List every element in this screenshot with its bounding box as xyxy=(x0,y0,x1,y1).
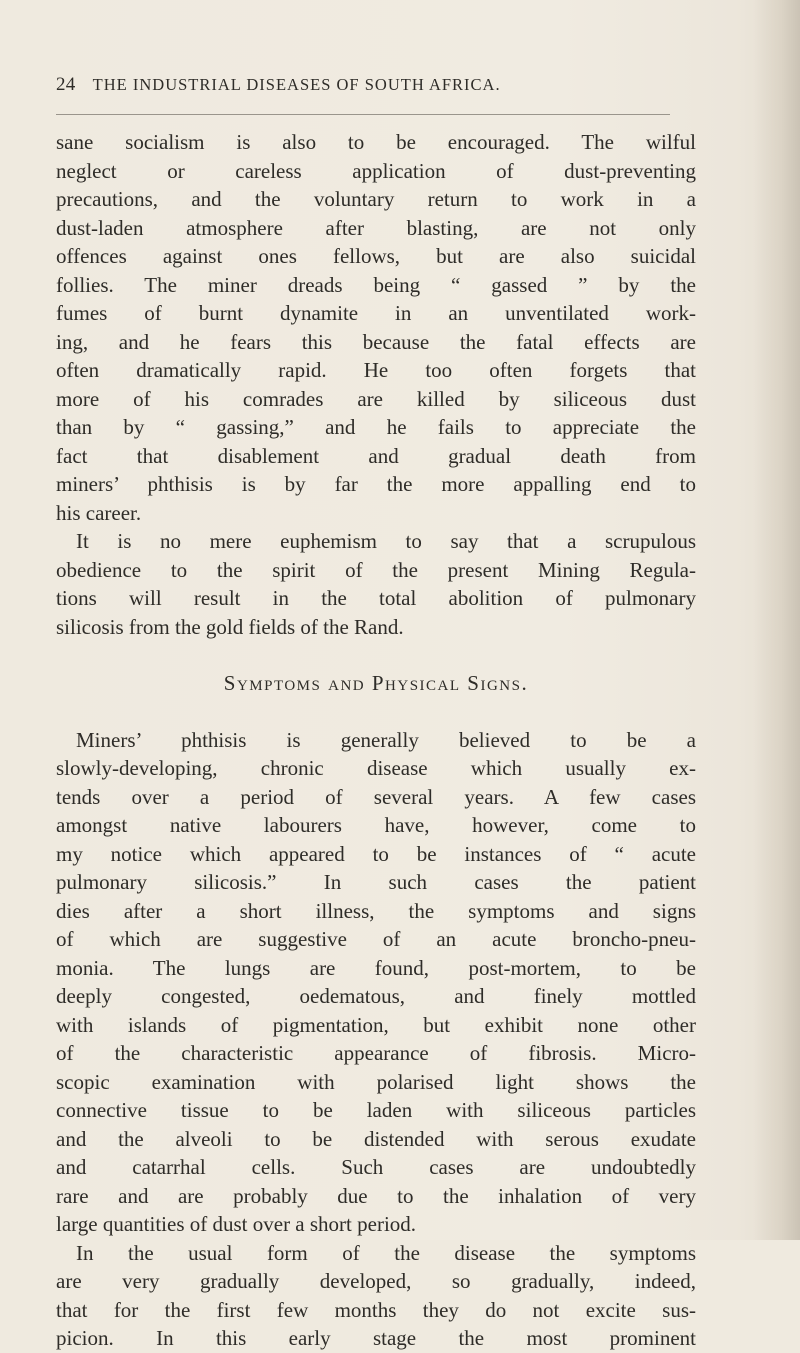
text-line: obedience to the spirit of the present Mining Regula- xyxy=(56,557,696,582)
text-line: that for the first few months they do not excite sus- xyxy=(56,1297,696,1322)
text-line: tions will result in the total abolition of pulmonary xyxy=(56,586,696,610)
text-line: large quantities of dust over a short period. xyxy=(56,1212,417,1236)
text-line: his career. xyxy=(56,500,142,525)
text-line: fumes of burnt dynamite in an unventilated work- xyxy=(56,301,696,325)
paragraph xyxy=(56,128,696,527)
text-line: than by “ gassing,” and he fails to appreciate the xyxy=(56,415,696,439)
running-title: THE INDUSTRIAL DISEASES OF SOUTH AFRICA. xyxy=(92,75,501,94)
text-line: amongst native labourers have, however, come to xyxy=(56,813,696,837)
text-line: slowly-developing, chronic disease which usually ex- xyxy=(56,756,696,780)
text-line: silicosis from the gold fields of the Rand. xyxy=(56,614,404,639)
body-text xyxy=(56,128,696,1353)
paragraph xyxy=(56,1239,696,1353)
running-header xyxy=(56,74,716,96)
text-line: offences against ones fellows, but are also suicidal xyxy=(56,244,696,268)
text-line: scopic examination with polarised light shows the xyxy=(56,1069,696,1094)
text-line: dust-laden atmosphere after blasting, are not only xyxy=(56,215,696,240)
text-line: It is no mere euphemism to say that a scrupulous xyxy=(76,529,696,553)
text-line: dies after a short illness, the symptoms and signs xyxy=(56,898,696,923)
text-line: tends over a period of several years. A few cases xyxy=(56,784,696,809)
text-line: and catarrhal cells. Such cases are undoubtedly xyxy=(56,1155,696,1179)
text-line: monia. The lungs are found, post-mortem, to be xyxy=(56,955,696,980)
paragraph xyxy=(56,726,696,1239)
text-line: miners’ phthisis is by far the more appalling end to xyxy=(56,472,696,496)
text-line: In the usual form of the disease the symptoms xyxy=(76,1240,696,1265)
paragraph xyxy=(56,527,696,641)
text-line: neglect or careless application of dust-preventing xyxy=(56,158,696,183)
text-line: of which are suggestive of an acute broncho-pneu- xyxy=(56,927,696,951)
text-line: rare and are probably due to the inhalation of very xyxy=(56,1183,696,1208)
text-line: precautions, and the voluntary return to work in a xyxy=(56,187,696,211)
text-line: ing, and he fears this because the fatal effects are xyxy=(56,329,696,354)
text-line: and the alveoli to be distended with serous exudate xyxy=(56,1126,696,1151)
text-line: fact that disablement and gradual death from xyxy=(56,443,696,468)
text-line: picion. In this early stage the most prominent xyxy=(56,1326,696,1350)
text-line: follies. The miner dreads being “ gassed ” by the xyxy=(56,272,696,297)
text-line: of the characteristic appearance of fibrosis. Micro- xyxy=(56,1041,696,1065)
text-line: with islands of pigmentation, but exhibit none other xyxy=(56,1012,696,1037)
header-rule xyxy=(56,114,670,115)
text-line: often dramatically rapid. He too often forgets that xyxy=(56,358,696,382)
text-line: Miners’ phthisis is generally believed to be a xyxy=(76,727,696,752)
page-number: 24 xyxy=(56,74,76,95)
text-line: pulmonary silicosis.” In such cases the patient xyxy=(56,870,696,894)
section-heading: Symptoms and Physical Signs. xyxy=(223,671,529,695)
text-line: connective tissue to be laden with siliceous particles xyxy=(56,1098,696,1122)
text-line: more of his comrades are killed by siliceous dust xyxy=(56,386,696,411)
text-line: deeply congested, oedematous, and finely mottled xyxy=(56,984,696,1008)
text-line: sane socialism is also to be encouraged. The wilful xyxy=(56,130,696,154)
text-line: are very gradually developed, so gradually, indeed, xyxy=(56,1269,696,1293)
text-line: my notice which appeared to be instances of “ acute xyxy=(56,841,696,866)
page-edge-shading xyxy=(754,0,800,1240)
